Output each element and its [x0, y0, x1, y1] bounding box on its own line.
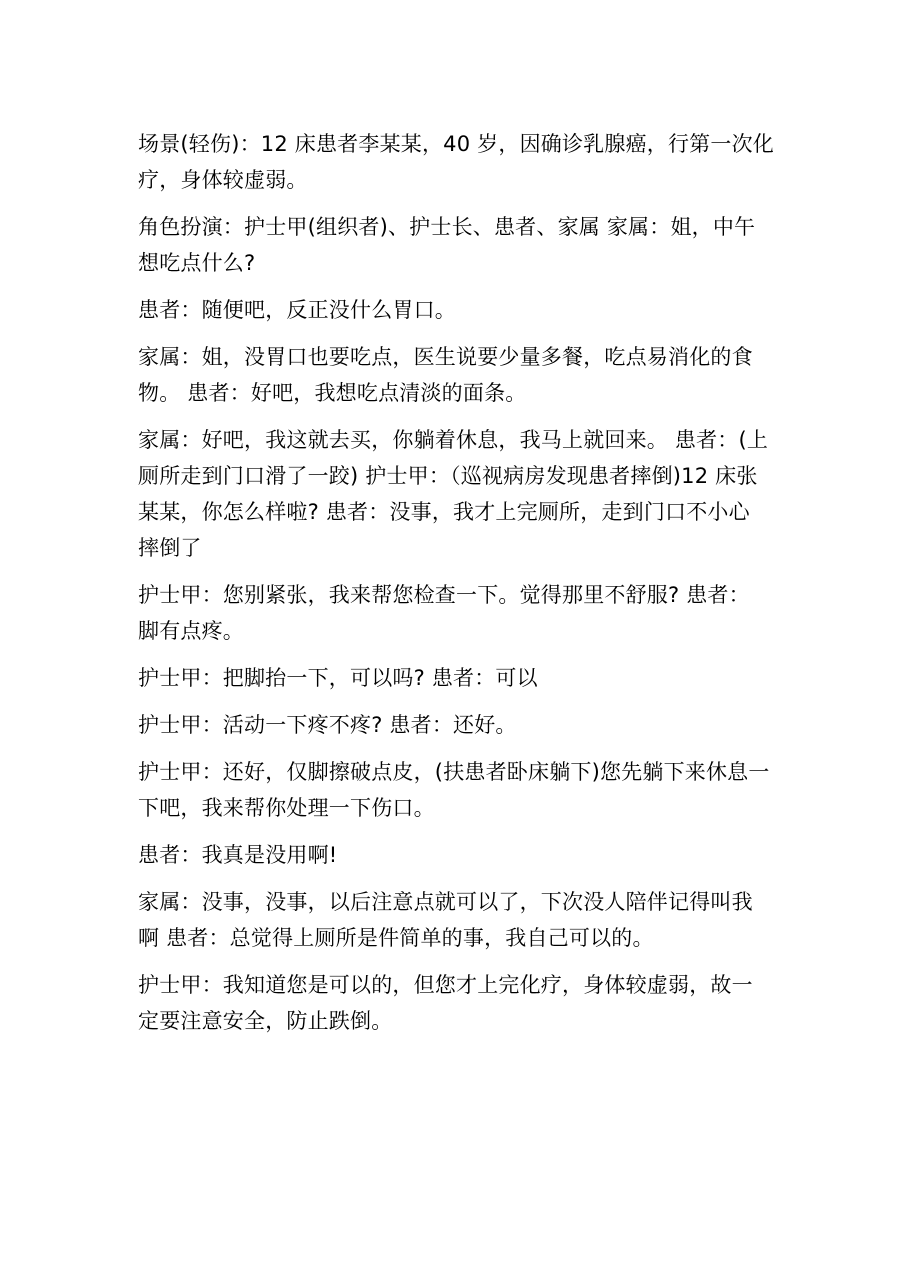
paragraph-dialogue [138, 754, 778, 826]
text-line: 护士甲：您别紧张，我来帮您检查一下。觉得那里不舒服? 患者： [138, 583, 750, 607]
paragraph-dialogue [138, 422, 778, 566]
text-line: 摔倒了 [138, 536, 202, 560]
text-line: 定要注意安全，防止跌倒。 [138, 1009, 393, 1033]
text-line: 角色扮演：护士甲(组织者)、护士长、患者、家属 家属：姐，中午 [138, 215, 756, 239]
text-line: 护士甲：把脚抬一下，可以吗? 患者：可以 [138, 666, 538, 690]
paragraph-dialogue [138, 577, 778, 649]
text-line: 厕所走到门口滑了一跤) 护士甲：（巡视病房发现患者摔倒)12 床张 [138, 464, 758, 488]
text-line: 想吃点什么? [138, 251, 256, 275]
paragraph-dialogue [138, 292, 778, 328]
paragraph-dialogue [138, 660, 778, 696]
text-line: 啊 患者：总觉得上厕所是件简单的事，我自己可以的。 [138, 926, 654, 950]
text-line: 脚有点疼。 [138, 619, 244, 643]
document-body [138, 126, 778, 1050]
text-line: 场景(轻伤)：12 床患者李某某，40 岁，因确诊乳腺癌，行第一次化 [138, 132, 774, 156]
text-line: 护士甲：我知道您是可以的，但您才上完化疗，身体较虚弱，故一 [138, 973, 753, 997]
text-line: 家属：姐，没胃口也要吃点，医生说要少量多餐，吃点易消化的食 [138, 345, 753, 369]
text-line: 某某，你怎么样啦? 患者：没事，我才上完厕所，走到门口不小心 [138, 500, 750, 524]
text-line: 家属：好吧，我这就去买，你躺着休息，我马上就回来。 患者：(上 [138, 428, 769, 452]
paragraph-dialogue [138, 707, 778, 743]
text-line: 护士甲：还好，仅脚擦破点皮，(扶患者卧床躺下)您先躺下来休息一 [138, 760, 770, 784]
paragraph-dialogue [138, 884, 778, 956]
text-line: 患者：随便吧，反正没什么胃口。 [138, 298, 456, 322]
paragraph-dialogue [138, 837, 778, 873]
text-line: 疗，身体较虚弱。 [138, 168, 308, 192]
text-line: 物。 患者：好吧，我想吃点清淡的面条。 [138, 381, 527, 405]
text-line: 下吧，我来帮你处理一下伤口。 [138, 796, 435, 820]
text-line: 护士甲：活动一下疼不疼? 患者：还好。 [138, 713, 517, 737]
text-line: 患者：我真是没用啊! [138, 843, 338, 867]
paragraph-roles [138, 209, 778, 281]
text-line: 家属：没事，没事，以后注意点就可以了，下次没人陪伴记得叫我 [138, 890, 753, 914]
paragraph-dialogue [138, 339, 778, 411]
paragraph-dialogue [138, 967, 778, 1039]
paragraph-scene [138, 126, 778, 198]
